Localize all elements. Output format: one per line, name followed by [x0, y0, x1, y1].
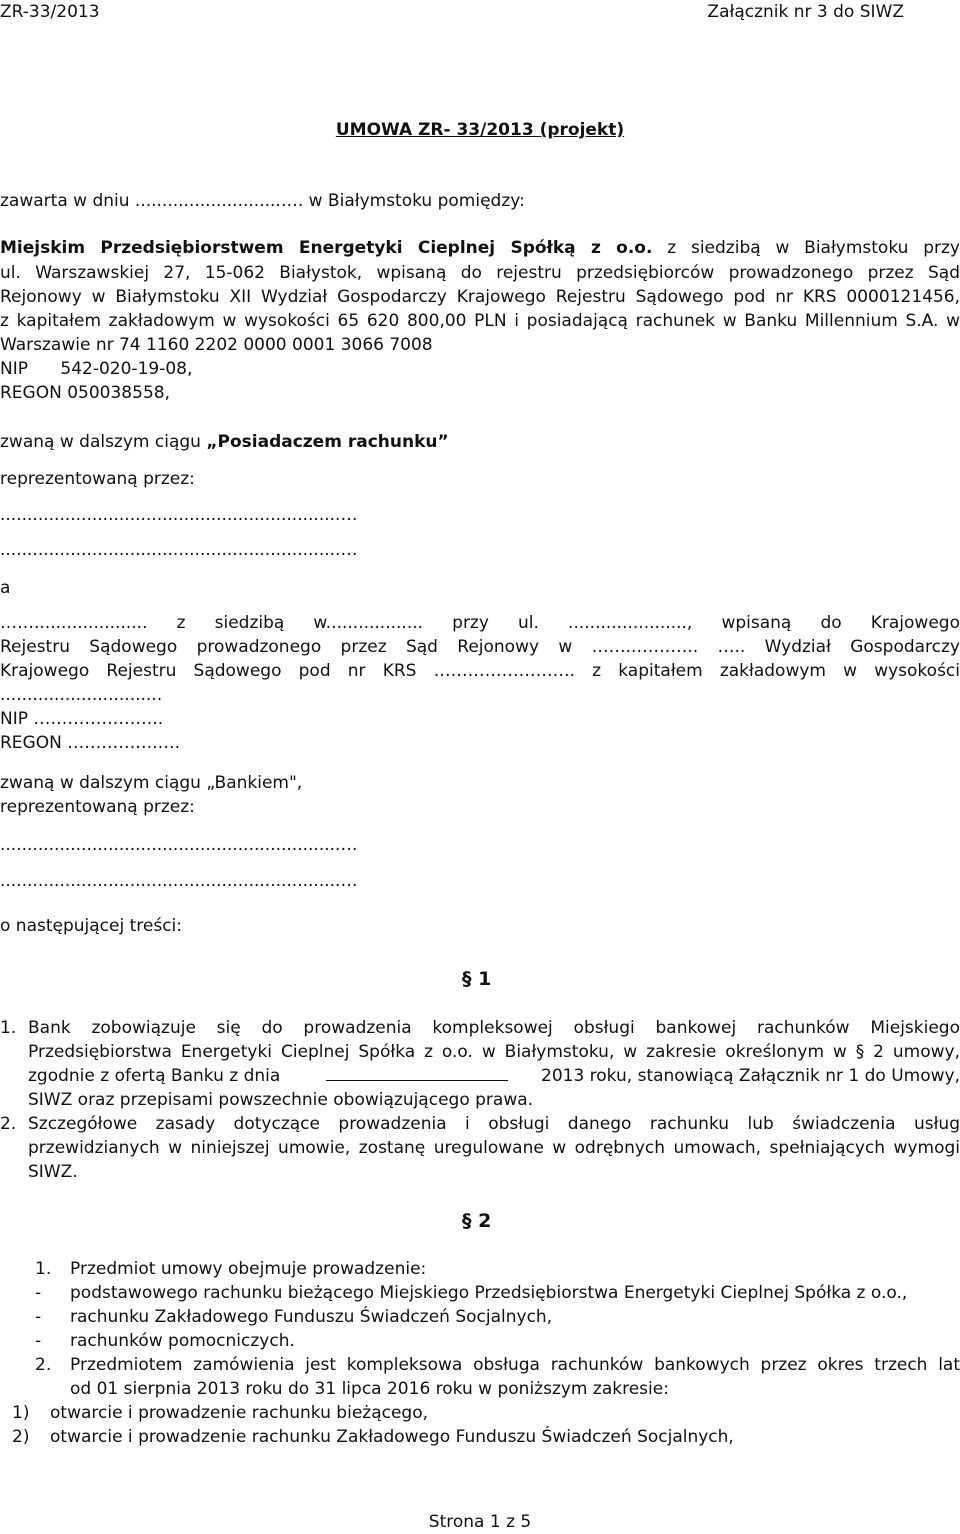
s2-item1: otwarcie i prowadzenie rachunku bieżącego,	[50, 1403, 429, 1423]
s2-item2-number: 2)	[12, 1427, 30, 1447]
s2-p2-number: 2.	[35, 1355, 52, 1375]
s1-p1-line3	[28, 1064, 960, 1088]
party1-called-name: „Posiadaczem rachunku”	[206, 432, 449, 452]
s1-p1-line3b: 2013 roku, stanowiącą Załącznik nr 1 do Umowy,	[541, 1066, 960, 1086]
s2-p2-line2: od 01 sierpnia 2013 roku do 31 lipca 2016 roku w poniższym zakresie:	[70, 1379, 669, 1399]
header-right: Załącznik nr 3 do SIWZ	[707, 2, 904, 22]
party1-line1-rest: z siedzibą w Białymstoku przy	[652, 238, 960, 258]
section2-heading: § 2	[462, 1210, 492, 1232]
s1-p2-line1: Szczegółowe zasady dotyczące prowadzenia i obsługi danego rachunku lub świadczenia usług	[28, 1114, 960, 1134]
s2-dash2: -	[35, 1307, 42, 1327]
party2-line1: ……..................... z siedzibą w.................. przy ul. ......................, wpisaną do Krajowego	[0, 613, 960, 633]
party2-line3: Krajowego Rejestru Sądowego pod nr KRS ……………………. z kapitałem zakładowym w wysokości	[0, 661, 960, 681]
offer-date-blank	[326, 1066, 508, 1081]
intro-line: zawarta w dniu ...........................…. w Białymstoku pomiędzy:	[0, 191, 525, 211]
s2-dash1: -	[35, 1283, 42, 1303]
s1-p1-line1: Bank zobowiązuje się do prowadzenia kompleksowej obsługi bankowej rachunków Miejskiego	[28, 1018, 960, 1038]
s2-p1-text: Przedmiot umowy obejmuje prowadzenie:	[70, 1259, 427, 1279]
s1-p2-line3: SIWZ.	[28, 1162, 78, 1182]
party1-nip: NIP 542-020-19-08,	[0, 359, 193, 379]
s1-p1-line3a: zgodnie z ofertą Banku z dnia	[28, 1066, 281, 1086]
header-left: ZR-33/2013	[0, 2, 100, 22]
s2-p1-number: 1.	[35, 1259, 52, 1279]
s2-item-d1: podstawowego rachunku bieżącego Miejskiego Przedsiębiorstwa Energetyki Cieplnej Spółka z o.o.,	[70, 1283, 908, 1303]
party1-name: Miejskim Przedsiębiorstwem Energetyki Cieplnej Spółką z o.o.	[0, 238, 653, 258]
party2-line4: ..............................	[0, 685, 163, 705]
s1-p1-line2: Przedsiębiorstwa Energetyki Cieplnej Spółka z o.o. w Białymstoku, w zakresie określonym w § 2 umowy,	[28, 1042, 960, 1062]
party1-dots1: ...............................................................…	[0, 505, 358, 525]
content-intro: o następującej treści:	[0, 916, 183, 936]
s2-item-d3: rachunków pomocniczych.	[70, 1331, 295, 1351]
party1-called	[0, 430, 960, 454]
party1-line3: Rejonowy w Białymstoku XII Wydział Gospodarczy Krajowego Rejestru Sądowego pod nr KRS 0000121456,	[0, 287, 960, 307]
party1-represented: reprezentowaną przez:	[0, 469, 195, 489]
s1-p1-line4: SIWZ oraz przepisami powszechnie obowiązującego prawa.	[28, 1090, 534, 1110]
party1-regon: REGON 050038558,	[0, 383, 170, 403]
party2-represented: reprezentowaną przez:	[0, 797, 195, 817]
s2-item1-number: 1)	[12, 1403, 30, 1423]
party2-dots1: ...............................................................…	[0, 835, 358, 855]
party2-dots2: ...............................................................…	[0, 871, 358, 891]
s2-item2: otwarcie i prowadzenie rachunku Zakładowego Funduszu Świadczeń Socjalnych,	[50, 1427, 734, 1447]
party2-nip: NIP …………………..	[0, 709, 164, 729]
s2-dash3: -	[35, 1331, 42, 1351]
s1-p2-number: 2.	[0, 1114, 17, 1134]
party1-line2: ul. Warszawskiej 27, 15-062 Białystok, wpisaną do rejestru przedsiębiorców prowadzonego przez Sąd	[0, 263, 960, 283]
party1-line1	[0, 236, 960, 260]
party2-regon: REGON …………….….	[0, 733, 181, 753]
party1-dots2: ...............................................................…	[0, 540, 358, 560]
party2-line2: Rejestru Sądowego prowadzonego przez Sąd Rejonowy w ……..……….. ….. Wydział Gospodarczy	[0, 637, 960, 657]
party1-line4: z kapitałem zakładowym w wysokości 65 620 800,00 PLN i posiadającą rachunek w Banku Millennium S.A. w	[0, 311, 960, 331]
party1-called-prefix: zwaną w dalszym ciągu	[0, 432, 207, 452]
document-title: UMOWA ZR- 33/2013 (projekt)	[335, 120, 625, 140]
and-conjunction: a	[0, 578, 11, 598]
party1-line5: Warszawie nr 74 1160 2202 0000 0001 3066 7008	[0, 335, 433, 355]
s2-p2-line1: Przedmiotem zamówienia jest kompleksowa obsługa rachunków bankowych przez okres trzech lat	[70, 1355, 960, 1375]
section1-heading: § 1	[462, 968, 492, 990]
s2-item-d2: rachunku Zakładowego Funduszu Świadczeń Socjalnych,	[70, 1307, 553, 1327]
party2-called: zwaną w dalszym ciągu „Bankiem",	[0, 773, 303, 793]
page-header	[0, 0, 960, 24]
s1-p1-number: 1.	[0, 1018, 17, 1038]
page-footer: Strona 1 z 5	[428, 1512, 532, 1532]
s1-p2-line2: przewidzianych w niniejszej umowie, zostanę uregulowane w odrębnych umowach, spełniających wymogi	[28, 1138, 960, 1158]
